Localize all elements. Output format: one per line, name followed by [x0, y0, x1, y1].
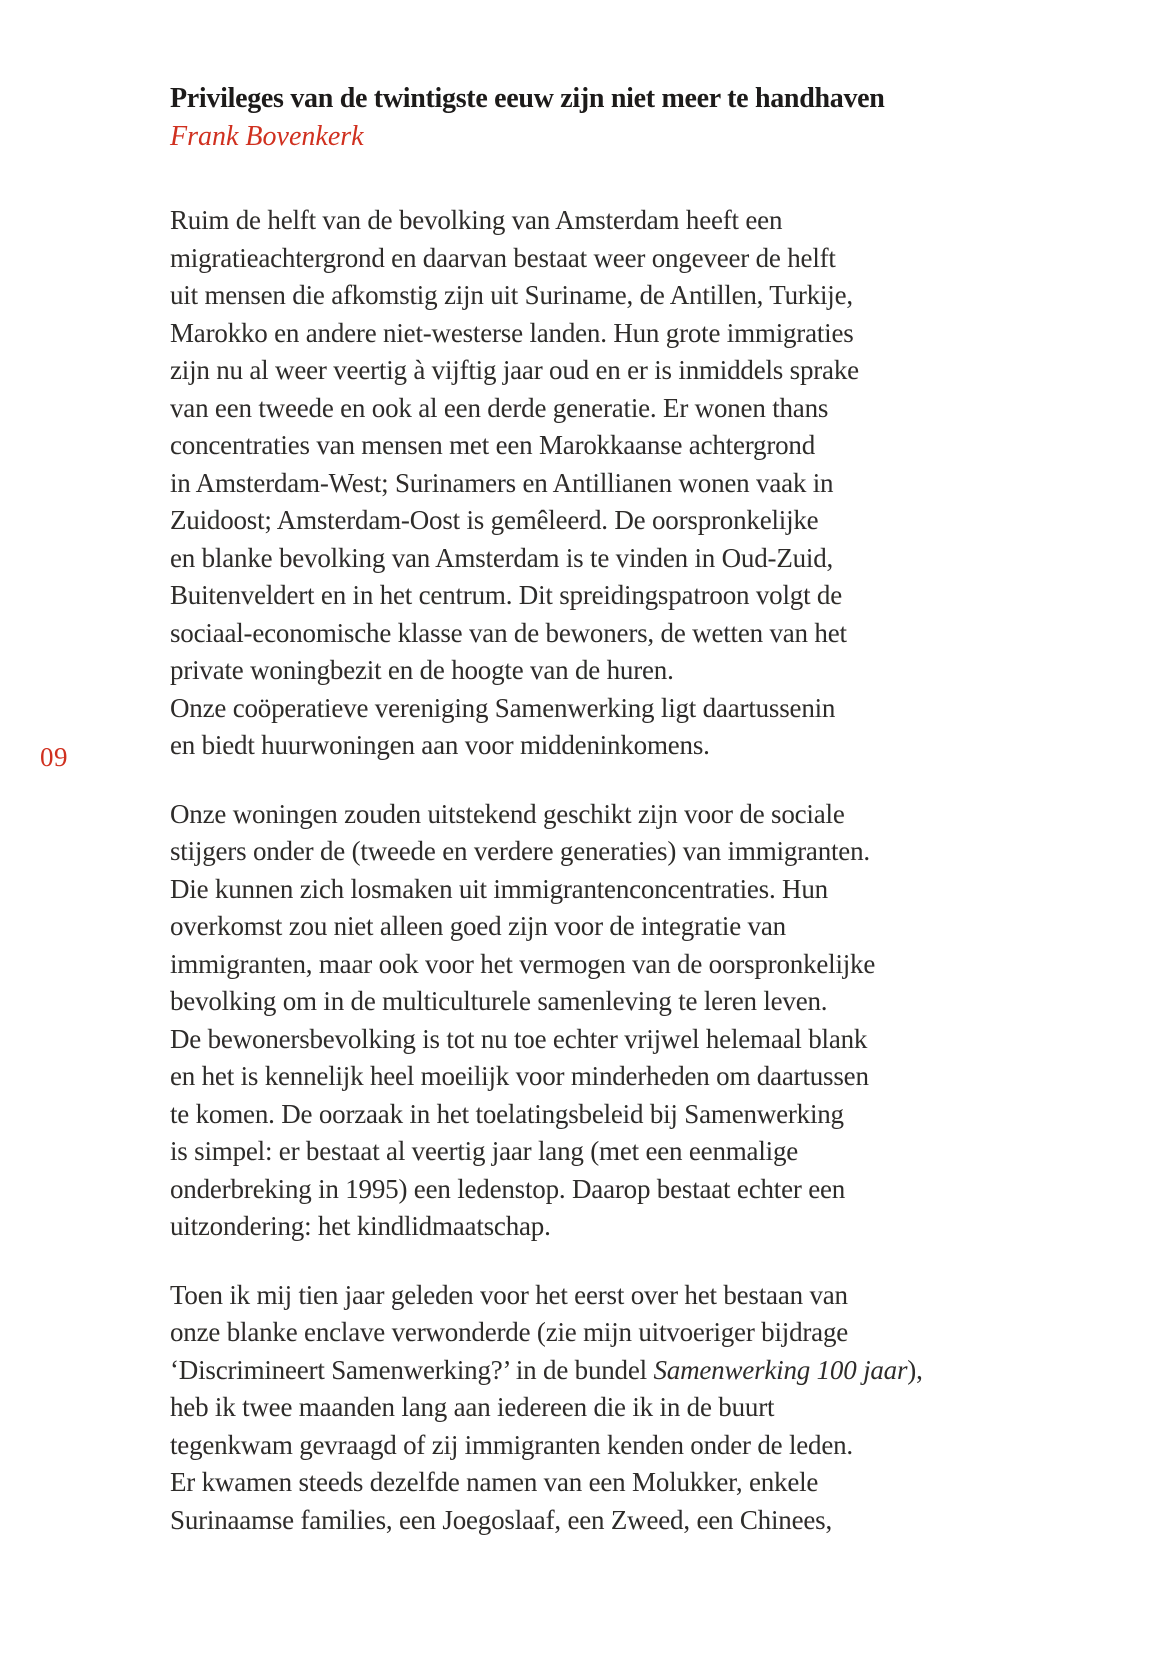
text-line: [170, 1058, 1070, 1096]
text-line: [170, 1277, 1070, 1315]
text-segment: Die kunnen zich losmaken uit immigrantenconcentraties. Hun: [170, 873, 828, 904]
text-segment: ‘Discrimineert Samenwerking?’ in de bundel: [170, 1354, 654, 1385]
article-title: Privileges van de twintigste eeuw zijn niet meer te handhaven: [170, 83, 885, 114]
text-segment: onderbreking in 1995) een ledenstop. Daarop bestaat echter een: [170, 1173, 846, 1204]
text-line: [170, 1208, 1070, 1246]
text-segment: immigranten, maar ook voor het vermogen van de oorspronkelijke: [170, 948, 876, 979]
text-segment: zijn nu al weer veertig à vijftig jaar oud en er is inmiddels sprake: [170, 355, 859, 385]
text-line: [170, 240, 1070, 278]
text-line: [170, 502, 1070, 540]
text-line: [170, 946, 1070, 984]
italic-text-segment: Samenwerking 100 jaar: [653, 1354, 908, 1385]
text-line: [170, 652, 1070, 690]
text-line: [170, 1502, 1070, 1540]
text-segment: en biedt huurwoningen aan voor middeninkomens.: [170, 730, 710, 760]
text-line: [170, 1171, 1070, 1209]
text-segment: concentraties van mensen met een Marokkaanse achtergrond: [170, 430, 816, 460]
text-segment: en blanke bevolking van Amsterdam is te vinden in Oud-Zuid,: [170, 542, 834, 573]
text-line: [170, 1021, 1070, 1059]
article-body: [170, 202, 1070, 1539]
text-segment: stijgers onder de (tweede en verdere generaties) van immigranten.: [170, 836, 870, 866]
text-segment: te komen. De oorzaak in het toelatingsbeleid bij Samenwerking: [170, 1098, 844, 1129]
text-line: [170, 871, 1070, 909]
text-segment: Onze woningen zouden uitstekend geschikt zijn voor de sociale: [170, 798, 845, 829]
text-segment: overkomst zou niet alleen goed zijn voor de integratie van: [170, 911, 786, 941]
text-segment: in Amsterdam-West; Surinamers en Antillianen wonen vaak in: [170, 467, 834, 498]
text-segment: Ruim de helft van de bevolking van Amsterdam heeft een: [170, 205, 783, 235]
text-line: [170, 1096, 1070, 1134]
text-line: [170, 1427, 1070, 1465]
text-segment: Marokko en andere niet-westerse landen. Hun grote immigraties: [170, 317, 854, 348]
text-line: [170, 1352, 1070, 1390]
text-line: [170, 1314, 1070, 1352]
text-line: [170, 1464, 1070, 1502]
text-segment: Onze coöperatieve vereniging Samenwerking ligt daartussenin: [170, 692, 836, 723]
page-number: 09: [40, 742, 68, 772]
text-segment: Surinaamse families, een Joegoslaaf, een Zweed, een Chinees,: [170, 1504, 832, 1535]
article: [170, 80, 1070, 1570]
text-line: [170, 202, 1070, 240]
text-line: [170, 908, 1070, 946]
text-line: [170, 352, 1070, 390]
text-segment: heb ik twee maanden lang aan iedereen die ik in de buurt: [170, 1392, 775, 1422]
text-segment: ),: [907, 1354, 923, 1385]
text-segment: Toen ik mij tien jaar geleden voor het eerst over het bestaan van: [170, 1279, 848, 1310]
text-line: [170, 1389, 1070, 1427]
text-segment: De bewonersbevolking is tot nu toe echter vrijwel helemaal blank: [170, 1023, 868, 1054]
paragraph: [170, 202, 1070, 765]
text-segment: Zuidoost; Amsterdam-Oost is gemêleerd. De oorspronkelijke: [170, 505, 819, 535]
text-line: [170, 465, 1070, 503]
text-line: [170, 540, 1070, 578]
article-author: Frank Bovenkerk: [170, 121, 364, 152]
text-segment: uitzondering: het kindlidmaatschap.: [170, 1211, 551, 1241]
text-segment: bevolking om in de multiculturele samenleving te leren leven.: [170, 986, 828, 1016]
text-line: [170, 427, 1070, 465]
text-segment: van een tweede en ook al een derde generatie. Er wonen thans: [170, 392, 829, 423]
text-line: [170, 1133, 1070, 1171]
text-line: [170, 277, 1070, 315]
paragraph: [170, 796, 1070, 1246]
text-segment: Buitenveldert en in het centrum. Dit spreidingspatroon volgt de: [170, 580, 842, 610]
text-line: [170, 615, 1070, 653]
text-segment: uit mensen die afkomstig zijn uit Suriname, de Antillen, Turkije,: [170, 280, 853, 310]
text-line: [170, 690, 1070, 728]
text-line: [170, 727, 1070, 765]
paragraph: [170, 1277, 1070, 1540]
text-line: [170, 983, 1070, 1021]
text-line: [170, 390, 1070, 428]
text-segment: private woningbezit en de hoogte van de huren.: [170, 655, 674, 685]
text-segment: migratieachtergrond en daarvan bestaat weer ongeveer de helft: [170, 242, 836, 273]
text-line: [170, 833, 1070, 871]
text-segment: Er kwamen steeds dezelfde namen van een Molukker, enkele: [170, 1467, 819, 1497]
text-segment: sociaal-economische klasse van de bewoners, de wetten van het: [170, 617, 847, 648]
text-segment: is simpel: er bestaat al veertig jaar lang (met een eenmalige: [170, 1136, 799, 1166]
text-line: [170, 315, 1070, 353]
text-line: [170, 577, 1070, 615]
text-line: [170, 796, 1070, 834]
text-segment: onze blanke enclave verwonderde (zie mijn uitvoeriger bijdrage: [170, 1317, 849, 1347]
text-segment: tegenkwam gevraagd of zij immigranten kenden onder de leden.: [170, 1429, 853, 1460]
text-segment: en het is kennelijk heel moeilijk voor minderheden om daartussen: [170, 1061, 869, 1091]
